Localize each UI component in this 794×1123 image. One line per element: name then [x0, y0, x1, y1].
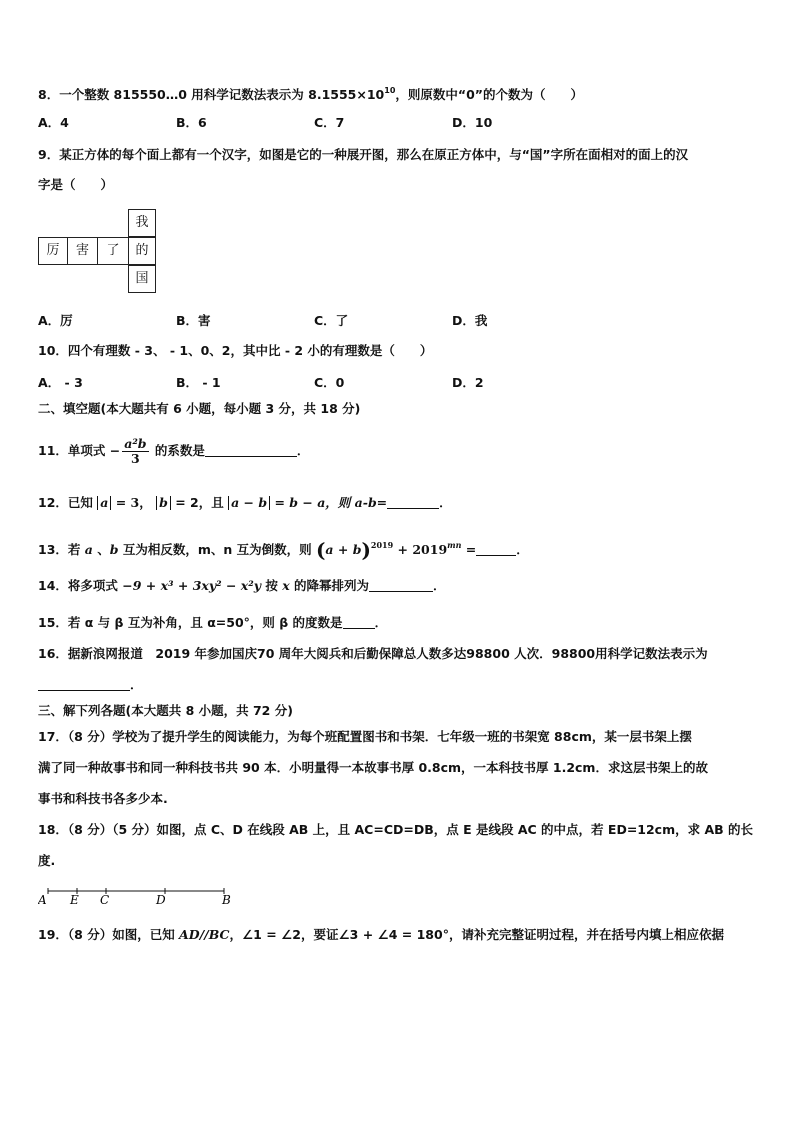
- net-cell-hai: 害: [67, 237, 98, 265]
- question-18-line-1: 18．（8 分）（5 分）如图，点 C、D 在线段 AB 上，且 AC=CD=DB，点 E 是线段 AC 的中点，若 ED=12cm，求 AB 的长: [38, 822, 754, 837]
- answer-blank[interactable]: [387, 495, 439, 509]
- option-a[interactable]: A．厉: [38, 313, 73, 328]
- cube-net-figure: [38, 209, 158, 293]
- question-9-line-2: 字是（ ）: [38, 177, 114, 192]
- question-15: 15．若 α 与 β 互为补角，且 α=50°，则 β 的度数是 ．: [38, 615, 388, 630]
- label-e: E: [70, 893, 79, 907]
- label-a: A: [38, 893, 47, 907]
- option-a[interactable]: A． - 3: [38, 375, 83, 390]
- answer-blank[interactable]: [38, 677, 130, 691]
- question-13: 13．若 a 、b 互为相反数，m、n 互为倒数，则 $(a + b)^{2019} + 2019^{mn}$ = ．: [38, 538, 529, 562]
- label-c: C: [100, 893, 110, 907]
- net-cell-le: 了: [97, 237, 129, 265]
- net-cell-guo: 国: [128, 265, 156, 293]
- section-2-heading: 二、填空题(本大题共有 6 小题，每小题 3 分，共 18 分): [38, 401, 361, 416]
- question-19: 19．（8 分）如图，已知 AD//BC，∠1 = ∠2，要证∠3 + ∠4 = 180°，请补充完整证明过程，并在括号内填上相应依据: [38, 927, 724, 942]
- option-c[interactable]: C．7: [314, 115, 345, 130]
- net-cell-wo: 我: [128, 209, 156, 237]
- option-b[interactable]: B． - 1: [176, 375, 221, 390]
- question-10: 10．四个有理数 - 3、 - 1、0、2，其中比 - 2 小的有理数是（ ）: [38, 343, 433, 358]
- option-d[interactable]: D．10: [452, 115, 493, 130]
- net-cell-li: 厉: [38, 237, 68, 265]
- question-17-line-1: 17．（8 分）学校为了提升学生的阅读能力，为每个班配置图书和书架．七年级一班的书架宽 88cm，某一层书架上摆: [38, 729, 692, 744]
- question-11: 11．单项式 − $\frac{\text{a²b}}{3}$ 的系数是 ．: [38, 436, 310, 466]
- option-d[interactable]: D．2: [452, 375, 484, 390]
- answer-blank[interactable]: [369, 578, 433, 592]
- option-a[interactable]: A．4: [38, 115, 69, 130]
- section-3-heading: 三、解下列各题(本大题共 8 小题，共 72 分): [38, 703, 293, 718]
- question-8: 8．一个整数 815550…0 用科学记数法表示为 $8.1555\times 10^{10}$，则原数中“0”的个数为（ ）: [38, 86, 584, 102]
- label-d: D: [156, 893, 166, 907]
- answer-blank[interactable]: [343, 615, 375, 629]
- question-18-line-2: 度.: [38, 853, 56, 868]
- label-b: B: [222, 893, 231, 907]
- option-b[interactable]: B．害: [176, 313, 211, 328]
- question-16-answer-line: ．: [38, 676, 143, 694]
- answer-blank[interactable]: [476, 542, 516, 556]
- line-segment-figure: [38, 885, 238, 907]
- question-12: 12．已知 a = 3， b = 2，且 a − b = b − a，则 a-b= ．: [38, 495, 452, 510]
- option-d[interactable]: D．我: [452, 313, 488, 328]
- option-c[interactable]: C．了: [314, 313, 349, 328]
- question-9-line-1: 9．某正方体的每个面上都有一个汉字，如图是它的一种展开图，那么在原正方体中，与“国”字所在面相对的面上的汉: [38, 147, 689, 162]
- fraction: $\frac{\text{a²b}}{3}$: [124, 436, 147, 466]
- question-17-line-3: 事书和科技书各多少本.: [38, 791, 168, 806]
- question-14: 14．将多项式 −9 + x³ + 3xy² − x²y 按 x 的降幂排列为 ．: [38, 578, 446, 593]
- answer-blank[interactable]: [205, 443, 297, 457]
- question-16: 16．据新浪网报道 2019 年参加国庆70 周年大阅兵和后勤保障总人数多达98800 人次．98800用科学记数法表示为: [38, 646, 708, 661]
- option-c[interactable]: C．0: [314, 375, 345, 390]
- question-17-line-2: 满了同一种故事书和同一种科技书共 90 本．小明量得一本故事书厚 0.8cm，一本科技书厚 1.2cm．求这层书架上的故: [38, 760, 708, 775]
- net-cell-de: 的: [128, 237, 156, 265]
- option-b[interactable]: B．6: [176, 115, 207, 130]
